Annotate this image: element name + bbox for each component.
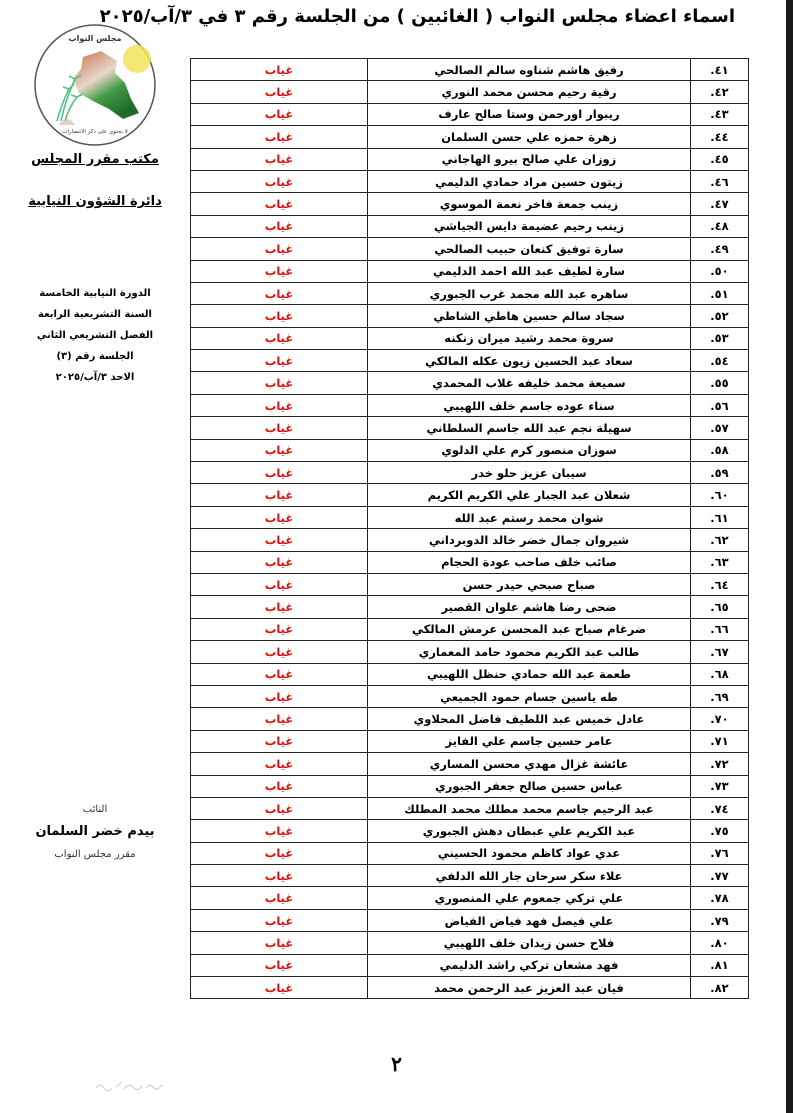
- row-number: ٧٧.: [691, 865, 749, 887]
- session-year: السنة التشريعية الرابعة: [38, 309, 152, 320]
- attendance-status: غياب: [191, 708, 368, 730]
- attendance-status: غياب: [191, 909, 368, 931]
- attendance-status: غياب: [191, 977, 368, 999]
- table-row: [191, 529, 749, 551]
- member-name: رقية رحيم محسن محمد النوري: [368, 81, 691, 103]
- attendance-status: غياب: [191, 797, 368, 819]
- attendance-status: غياب: [191, 81, 368, 103]
- attendance-status: غياب: [191, 260, 368, 282]
- attendance-status: غياب: [191, 954, 368, 976]
- member-name: سارة توفيق كنعان حبيب الصالحي: [368, 238, 691, 260]
- attendance-status: غياب: [191, 506, 368, 528]
- table-row: [191, 126, 749, 148]
- member-name: زينب رحيم عضيمة دايس الجياشي: [368, 215, 691, 237]
- member-name: زهرة حمزه علي حسن السلمان: [368, 126, 691, 148]
- member-name: ساهره عبد الله محمد غرب الجبوري: [368, 282, 691, 304]
- sun-icon: [123, 45, 151, 73]
- row-number: ٦٧.: [691, 641, 749, 663]
- member-name: طه ياسين جسام حمود الجميعي: [368, 685, 691, 707]
- row-number: ٧٩.: [691, 909, 749, 931]
- member-name: طعمة عبد الله حمادي حنظل اللهيبي: [368, 663, 691, 685]
- row-number: ٦٩.: [691, 685, 749, 707]
- table-row: [191, 663, 749, 685]
- table-row: [191, 506, 749, 528]
- row-number: ٤٥.: [691, 148, 749, 170]
- member-name: فهد مشعان تركي راشد الدليمي: [368, 954, 691, 976]
- row-number: ٦٠.: [691, 484, 749, 506]
- table-row: [191, 685, 749, 707]
- row-number: ٦٤.: [691, 573, 749, 595]
- table-row: [191, 977, 749, 999]
- table-row: [191, 394, 749, 416]
- member-name: شيروان جمال خضر خالد الدوبرداني: [368, 529, 691, 551]
- table-row: [191, 954, 749, 976]
- attendance-status: غياب: [191, 394, 368, 416]
- table-row: [191, 282, 749, 304]
- table-row: [191, 820, 749, 842]
- row-number: ٥٢.: [691, 305, 749, 327]
- member-name: عادل خميس عبد اللطيف فاضل المحلاوي: [368, 708, 691, 730]
- row-number: ٦٦.: [691, 618, 749, 640]
- department-heading: دائرة الشؤون النيابية: [28, 194, 162, 209]
- row-number: ٥٤.: [691, 350, 749, 372]
- table-row: [191, 59, 749, 81]
- attendance-status: غياب: [191, 462, 368, 484]
- session-number: الجلسة رقم (٣): [56, 351, 134, 362]
- row-number: ٧٨.: [691, 887, 749, 909]
- handwritten-annotation: [92, 1078, 170, 1094]
- attendance-status: غياب: [191, 372, 368, 394]
- member-name: عدي عواد كاظم محمود الحسيني: [368, 842, 691, 864]
- table-row: [191, 417, 749, 439]
- attendance-status: غياب: [191, 126, 368, 148]
- table-row: [191, 350, 749, 372]
- table-row: [191, 730, 749, 752]
- seal-bottom-text: لا تحتوي على ذكر الانتصارات: [62, 129, 128, 135]
- table-row: [191, 170, 749, 192]
- table-row: [191, 618, 749, 640]
- seal-top-text: مجلس النواب: [68, 34, 122, 43]
- absentees-table: [190, 58, 749, 999]
- row-number: ٨٠.: [691, 932, 749, 954]
- attendance-status: غياب: [191, 350, 368, 372]
- row-number: ٥٥.: [691, 372, 749, 394]
- table-row: [191, 238, 749, 260]
- attendance-status: غياب: [191, 103, 368, 125]
- attendance-status: غياب: [191, 842, 368, 864]
- member-name: فيان عبد العزيز عبد الرحمن محمد: [368, 977, 691, 999]
- attendance-status: غياب: [191, 820, 368, 842]
- row-number: ٧٥.: [691, 820, 749, 842]
- table-row: [191, 148, 749, 170]
- table-row: [191, 215, 749, 237]
- table-row: [191, 305, 749, 327]
- attendance-status: غياب: [191, 282, 368, 304]
- table-row: [191, 708, 749, 730]
- signature-role: مقرر مجلس النواب: [54, 849, 136, 860]
- row-number: ٨١.: [691, 954, 749, 976]
- row-number: ٤٩.: [691, 238, 749, 260]
- row-number: ٦٨.: [691, 663, 749, 685]
- table-row: [191, 842, 749, 864]
- row-number: ٥٦.: [691, 394, 749, 416]
- attendance-status: غياب: [191, 238, 368, 260]
- row-number: ٧٦.: [691, 842, 749, 864]
- row-number: ٧٢.: [691, 753, 749, 775]
- row-number: ٦٢.: [691, 529, 749, 551]
- attendance-status: غياب: [191, 305, 368, 327]
- session-term: الدورة النيابية الخامسة: [39, 288, 151, 299]
- table-row: [191, 573, 749, 595]
- document-title: اسماء اعضاء مجلس النواب ( الغائبين ) من الجلسة رقم ٣ في ٣/آب/٢٠٢٥: [99, 6, 735, 27]
- attendance-status: غياب: [191, 551, 368, 573]
- member-name: سهيلة نجم عبد الله جاسم السلطاني: [368, 417, 691, 439]
- parliament-seal-logo: [31, 21, 159, 149]
- attendance-status: غياب: [191, 573, 368, 595]
- row-number: ٥٧.: [691, 417, 749, 439]
- member-name: زوزان علي صالح بيرو الهاجاني: [368, 148, 691, 170]
- attendance-status: غياب: [191, 327, 368, 349]
- member-name: سناء عوده جاسم خلف اللهيبي: [368, 394, 691, 416]
- attendance-status: غياب: [191, 193, 368, 215]
- office-heading: مكتب مقرر المجلس: [31, 152, 159, 167]
- row-number: ٤٨.: [691, 215, 749, 237]
- table-row: [191, 372, 749, 394]
- member-name: عباس حسين صالح جعفر الجبوري: [368, 775, 691, 797]
- attendance-status: غياب: [191, 641, 368, 663]
- attendance-status: غياب: [191, 484, 368, 506]
- member-name: عامر حسين جاسم علي الفايز: [368, 730, 691, 752]
- member-name: علي تركي جمعوم علي المنصوري: [368, 887, 691, 909]
- table-row: [191, 641, 749, 663]
- table-row: [191, 484, 749, 506]
- attendance-status: غياب: [191, 59, 368, 81]
- session-chapter: الفصل التشريعي الثاني: [36, 330, 154, 341]
- table-row: [191, 932, 749, 954]
- attendance-status: غياب: [191, 730, 368, 752]
- signature-title: النائب: [82, 804, 108, 815]
- table-row: [191, 462, 749, 484]
- attendance-status: غياب: [191, 596, 368, 618]
- viewer-edge-bar: [786, 0, 793, 1113]
- signature-block: [0, 800, 190, 866]
- row-number: ٥٠.: [691, 260, 749, 282]
- row-number: ٦٥.: [691, 596, 749, 618]
- member-name: ضحى رضا هاشم علوان القصير: [368, 596, 691, 618]
- row-number: ٤٧.: [691, 193, 749, 215]
- attendance-status: غياب: [191, 170, 368, 192]
- table-row: [191, 103, 749, 125]
- session-info: [0, 283, 190, 388]
- table-row: [191, 327, 749, 349]
- row-number: ٦٣.: [691, 551, 749, 573]
- member-name: رفيق هاشم شناوه سالم الصالحي: [368, 59, 691, 81]
- member-name: طالب عبد الكريم محمود حامد المعماري: [368, 641, 691, 663]
- attendance-status: غياب: [191, 663, 368, 685]
- member-name: زيتون حسين مراد حمادي الدليمي: [368, 170, 691, 192]
- member-name: سروة محمد رشيد ميران زنكنه: [368, 327, 691, 349]
- row-number: ٥٩.: [691, 462, 749, 484]
- row-number: ٥٨.: [691, 439, 749, 461]
- member-name: سارة لطيف عبد الله احمد الدليمي: [368, 260, 691, 282]
- attendance-status: غياب: [191, 439, 368, 461]
- row-number: ٤٢.: [691, 81, 749, 103]
- row-number: ٧٠.: [691, 708, 749, 730]
- table-row: [191, 260, 749, 282]
- row-number: ٤١.: [691, 59, 749, 81]
- attendance-status: غياب: [191, 865, 368, 887]
- member-name: سعاد عبد الحسين زيون عكله المالكي: [368, 350, 691, 372]
- member-name: سيبان عزيز حلو خدر: [368, 462, 691, 484]
- row-number: ٨٢.: [691, 977, 749, 999]
- member-name: ضرغام صباح عبد المحسن عرمش المالكي: [368, 618, 691, 640]
- attendance-status: غياب: [191, 775, 368, 797]
- table-row: [191, 81, 749, 103]
- row-number: ٧٤.: [691, 797, 749, 819]
- signature-name: بيدم خضر السلمان: [35, 824, 155, 839]
- attendance-status: غياب: [191, 887, 368, 909]
- row-number: ٧٣.: [691, 775, 749, 797]
- table-row: [191, 551, 749, 573]
- attendance-status: غياب: [191, 417, 368, 439]
- member-name: سجاد سالم حسين هاطي الشاطي: [368, 305, 691, 327]
- table-row: [191, 865, 749, 887]
- member-name: علاء سكر سرحان جار الله الدلفي: [368, 865, 691, 887]
- table-row: [191, 797, 749, 819]
- table-row: [191, 596, 749, 618]
- member-name: سوزان منصور كرم علي الدلوي: [368, 439, 691, 461]
- attendance-status: غياب: [191, 618, 368, 640]
- attendance-status: غياب: [191, 529, 368, 551]
- attendance-status: غياب: [191, 685, 368, 707]
- session-date: الاحد ٣/آب/٢٠٢٥: [55, 372, 135, 383]
- member-name: شعلان عبد الجبار علي الكريم الكريم: [368, 484, 691, 506]
- member-name: شوان محمد رستم عبد الله: [368, 506, 691, 528]
- member-name: علي فيصل فهد فياض الفياض: [368, 909, 691, 931]
- member-name: عائشة غزال مهدي محسن المساري: [368, 753, 691, 775]
- member-name: عبد الكريم علي عبطان دهش الجبوري: [368, 820, 691, 842]
- table-row: [191, 439, 749, 461]
- row-number: ٧١.: [691, 730, 749, 752]
- row-number: ٦١.: [691, 506, 749, 528]
- table-row: [191, 193, 749, 215]
- member-name: صباح صبحي حيدر حسن: [368, 573, 691, 595]
- table-row: [191, 775, 749, 797]
- row-number: ٥١.: [691, 282, 749, 304]
- attendance-status: غياب: [191, 148, 368, 170]
- table-row: [191, 887, 749, 909]
- attendance-status: غياب: [191, 215, 368, 237]
- member-name: سميعة محمد خليفه غلاب المحمدي: [368, 372, 691, 394]
- table-row: [191, 909, 749, 931]
- row-number: ٤٣.: [691, 103, 749, 125]
- row-number: ٥٣.: [691, 327, 749, 349]
- member-name: ريبوار اورحمن وستا صالح عارف: [368, 103, 691, 125]
- row-number: ٤٤.: [691, 126, 749, 148]
- page-number: ٢: [391, 1052, 402, 1076]
- member-name: زينب جمعة فاخر نعمة الموسوي: [368, 193, 691, 215]
- row-number: ٤٦.: [691, 170, 749, 192]
- member-name: عبد الرحيم جاسم محمد مطلك محمد المطلك: [368, 797, 691, 819]
- table-row: [191, 753, 749, 775]
- attendance-status: غياب: [191, 753, 368, 775]
- member-name: صائب خلف صاحب عودة الحجام: [368, 551, 691, 573]
- member-name: فلاح حسن زيدان خلف اللهيبي: [368, 932, 691, 954]
- attendance-status: غياب: [191, 932, 368, 954]
